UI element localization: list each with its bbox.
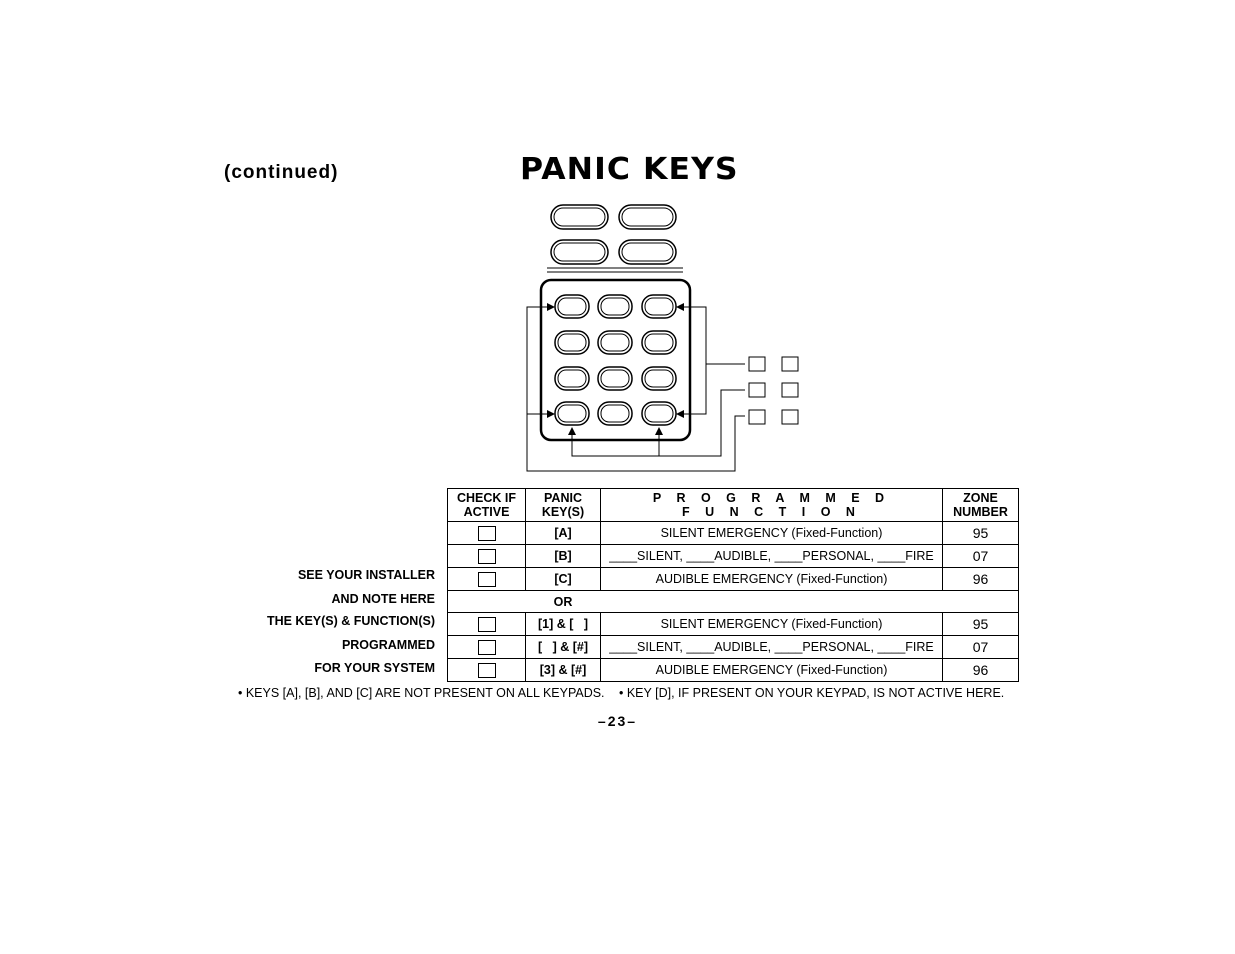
table-row (448, 613, 1019, 636)
function-key-b (619, 205, 676, 229)
panic-key-cell: [B] (526, 545, 601, 568)
page-title: PANIC KEYS (520, 152, 739, 187)
header-zone-number: ZONE NUMBER (943, 489, 1019, 522)
function-key-c (551, 240, 608, 264)
keypad-body (541, 280, 690, 440)
table-row (448, 659, 1019, 682)
indicator-squares (749, 357, 798, 424)
side-note-4: PROGRAMMED (341, 638, 435, 652)
zone-cell: 96 (943, 568, 1019, 591)
zone-cell: 07 (943, 636, 1019, 659)
panic-keys-table (447, 488, 1019, 682)
side-note-2: AND NOTE HERE (331, 592, 435, 606)
zone-cell: 07 (943, 545, 1019, 568)
or-row (448, 591, 1019, 613)
zone-cell: 96 (943, 659, 1019, 682)
active-checkbox[interactable] (478, 572, 496, 587)
side-note-3: THE KEY(S) & FUNCTION(S) (266, 614, 435, 628)
page-number: –23– (597, 713, 638, 729)
active-checkbox[interactable] (478, 526, 496, 541)
panic-key-cell: [1] & [ ] (526, 613, 601, 636)
function-cell: SILENT EMERGENCY (Fixed-Function) (601, 613, 943, 636)
numeric-keys (555, 295, 676, 425)
function-cell: AUDIBLE EMERGENCY (Fixed-Function) (601, 659, 943, 682)
note-key-d: • KEY [D], IF PRESENT ON YOUR KEYPAD, IS NOT ACTIVE HERE. (619, 686, 1005, 700)
panic-key-cell: [C] (526, 568, 601, 591)
function-cell: SILENT EMERGENCY (Fixed-Function) (601, 522, 943, 545)
active-checkbox[interactable] (478, 663, 496, 678)
function-key-d (619, 240, 676, 264)
header-programmed-function: P R O G R A M M E D F U N C T I O N (601, 489, 943, 522)
table-row (448, 636, 1019, 659)
header-panic-keys: PANIC KEY(S) (526, 489, 601, 522)
active-checkbox[interactable] (478, 640, 496, 655)
panic-key-cell: [3] & [#] (526, 659, 601, 682)
zone-cell: 95 (943, 522, 1019, 545)
side-note-5: FOR YOUR SYSTEM (314, 661, 435, 675)
connection-lines (527, 307, 745, 471)
note-keys-abc: • KEYS [A], [B], AND [C] ARE NOT PRESENT ON ALL KEYPADS. (238, 686, 605, 700)
function-cell: ____SILENT, ____AUDIBLE, ____PERSONAL, ____FIRE (601, 636, 943, 659)
function-key-a (551, 205, 608, 229)
table-row (448, 522, 1019, 545)
table-row (448, 545, 1019, 568)
side-note-1: SEE YOUR INSTALLER (297, 568, 435, 582)
active-checkbox[interactable] (478, 549, 496, 564)
panic-key-cell: [A] (526, 522, 601, 545)
header-check-if-active: CHECK IF ACTIVE (448, 489, 526, 522)
active-checkbox[interactable] (478, 617, 496, 632)
table-row (448, 568, 1019, 591)
continued-label: (continued) (224, 162, 339, 183)
function-cell: AUDIBLE EMERGENCY (Fixed-Function) (601, 568, 943, 591)
function-cell: ____SILENT, ____AUDIBLE, ____PERSONAL, ____FIRE (601, 545, 943, 568)
or-label: OR (526, 591, 601, 613)
zone-cell: 95 (943, 613, 1019, 636)
panic-key-cell: [ ] & [#] (526, 636, 601, 659)
